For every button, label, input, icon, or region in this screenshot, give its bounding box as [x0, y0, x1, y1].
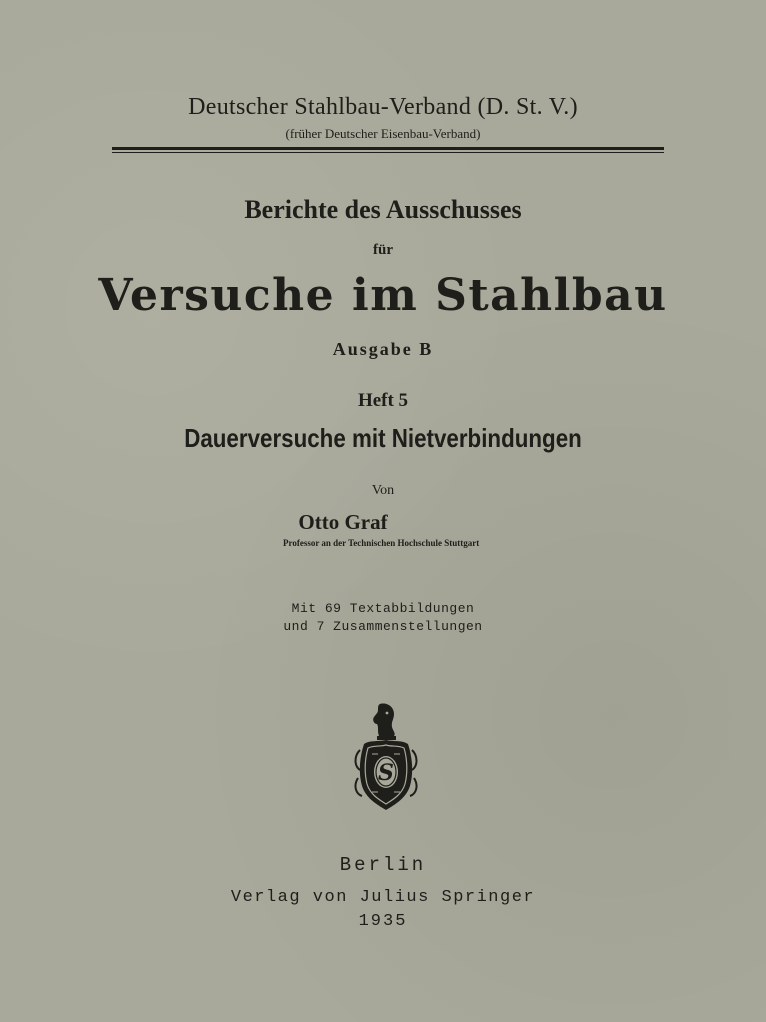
series-former-name: (früher Deutscher Eisenbau-Verband): [285, 126, 481, 141]
subject-title: Dauerversuche mit Nietverbindungen: [184, 423, 582, 453]
publication-year: 1935: [358, 912, 408, 931]
publication-city: Berlin: [339, 854, 427, 876]
series-name: Deutscher Stahlbau-Verband (D. St. V.): [188, 94, 578, 120]
for-connector: für: [373, 242, 393, 258]
by-label: Von: [371, 483, 395, 498]
svg-text:S: S: [378, 760, 394, 786]
publisher-name: Verlag von Julius Springer: [230, 888, 536, 907]
author-name: Otto Graf: [298, 510, 388, 534]
figures-count: Mit 69 Textabbildungen: [291, 601, 475, 616]
publisher-logo-icon: [350, 700, 422, 815]
header-divider-thick: [112, 147, 664, 150]
tables-count: und 7 Zusammenstellungen: [283, 619, 483, 634]
reports-heading: Berichte des Ausschusses: [244, 195, 522, 224]
header-divider-thin: [112, 152, 664, 153]
issue-number: Heft 5: [357, 390, 409, 411]
main-title: Versuche im Stahlbau: [98, 270, 668, 321]
author-affiliation: Professor an der Technischen Hochschule Stuttgart: [283, 538, 480, 548]
edition-label: Ausgabe B: [332, 339, 434, 359]
